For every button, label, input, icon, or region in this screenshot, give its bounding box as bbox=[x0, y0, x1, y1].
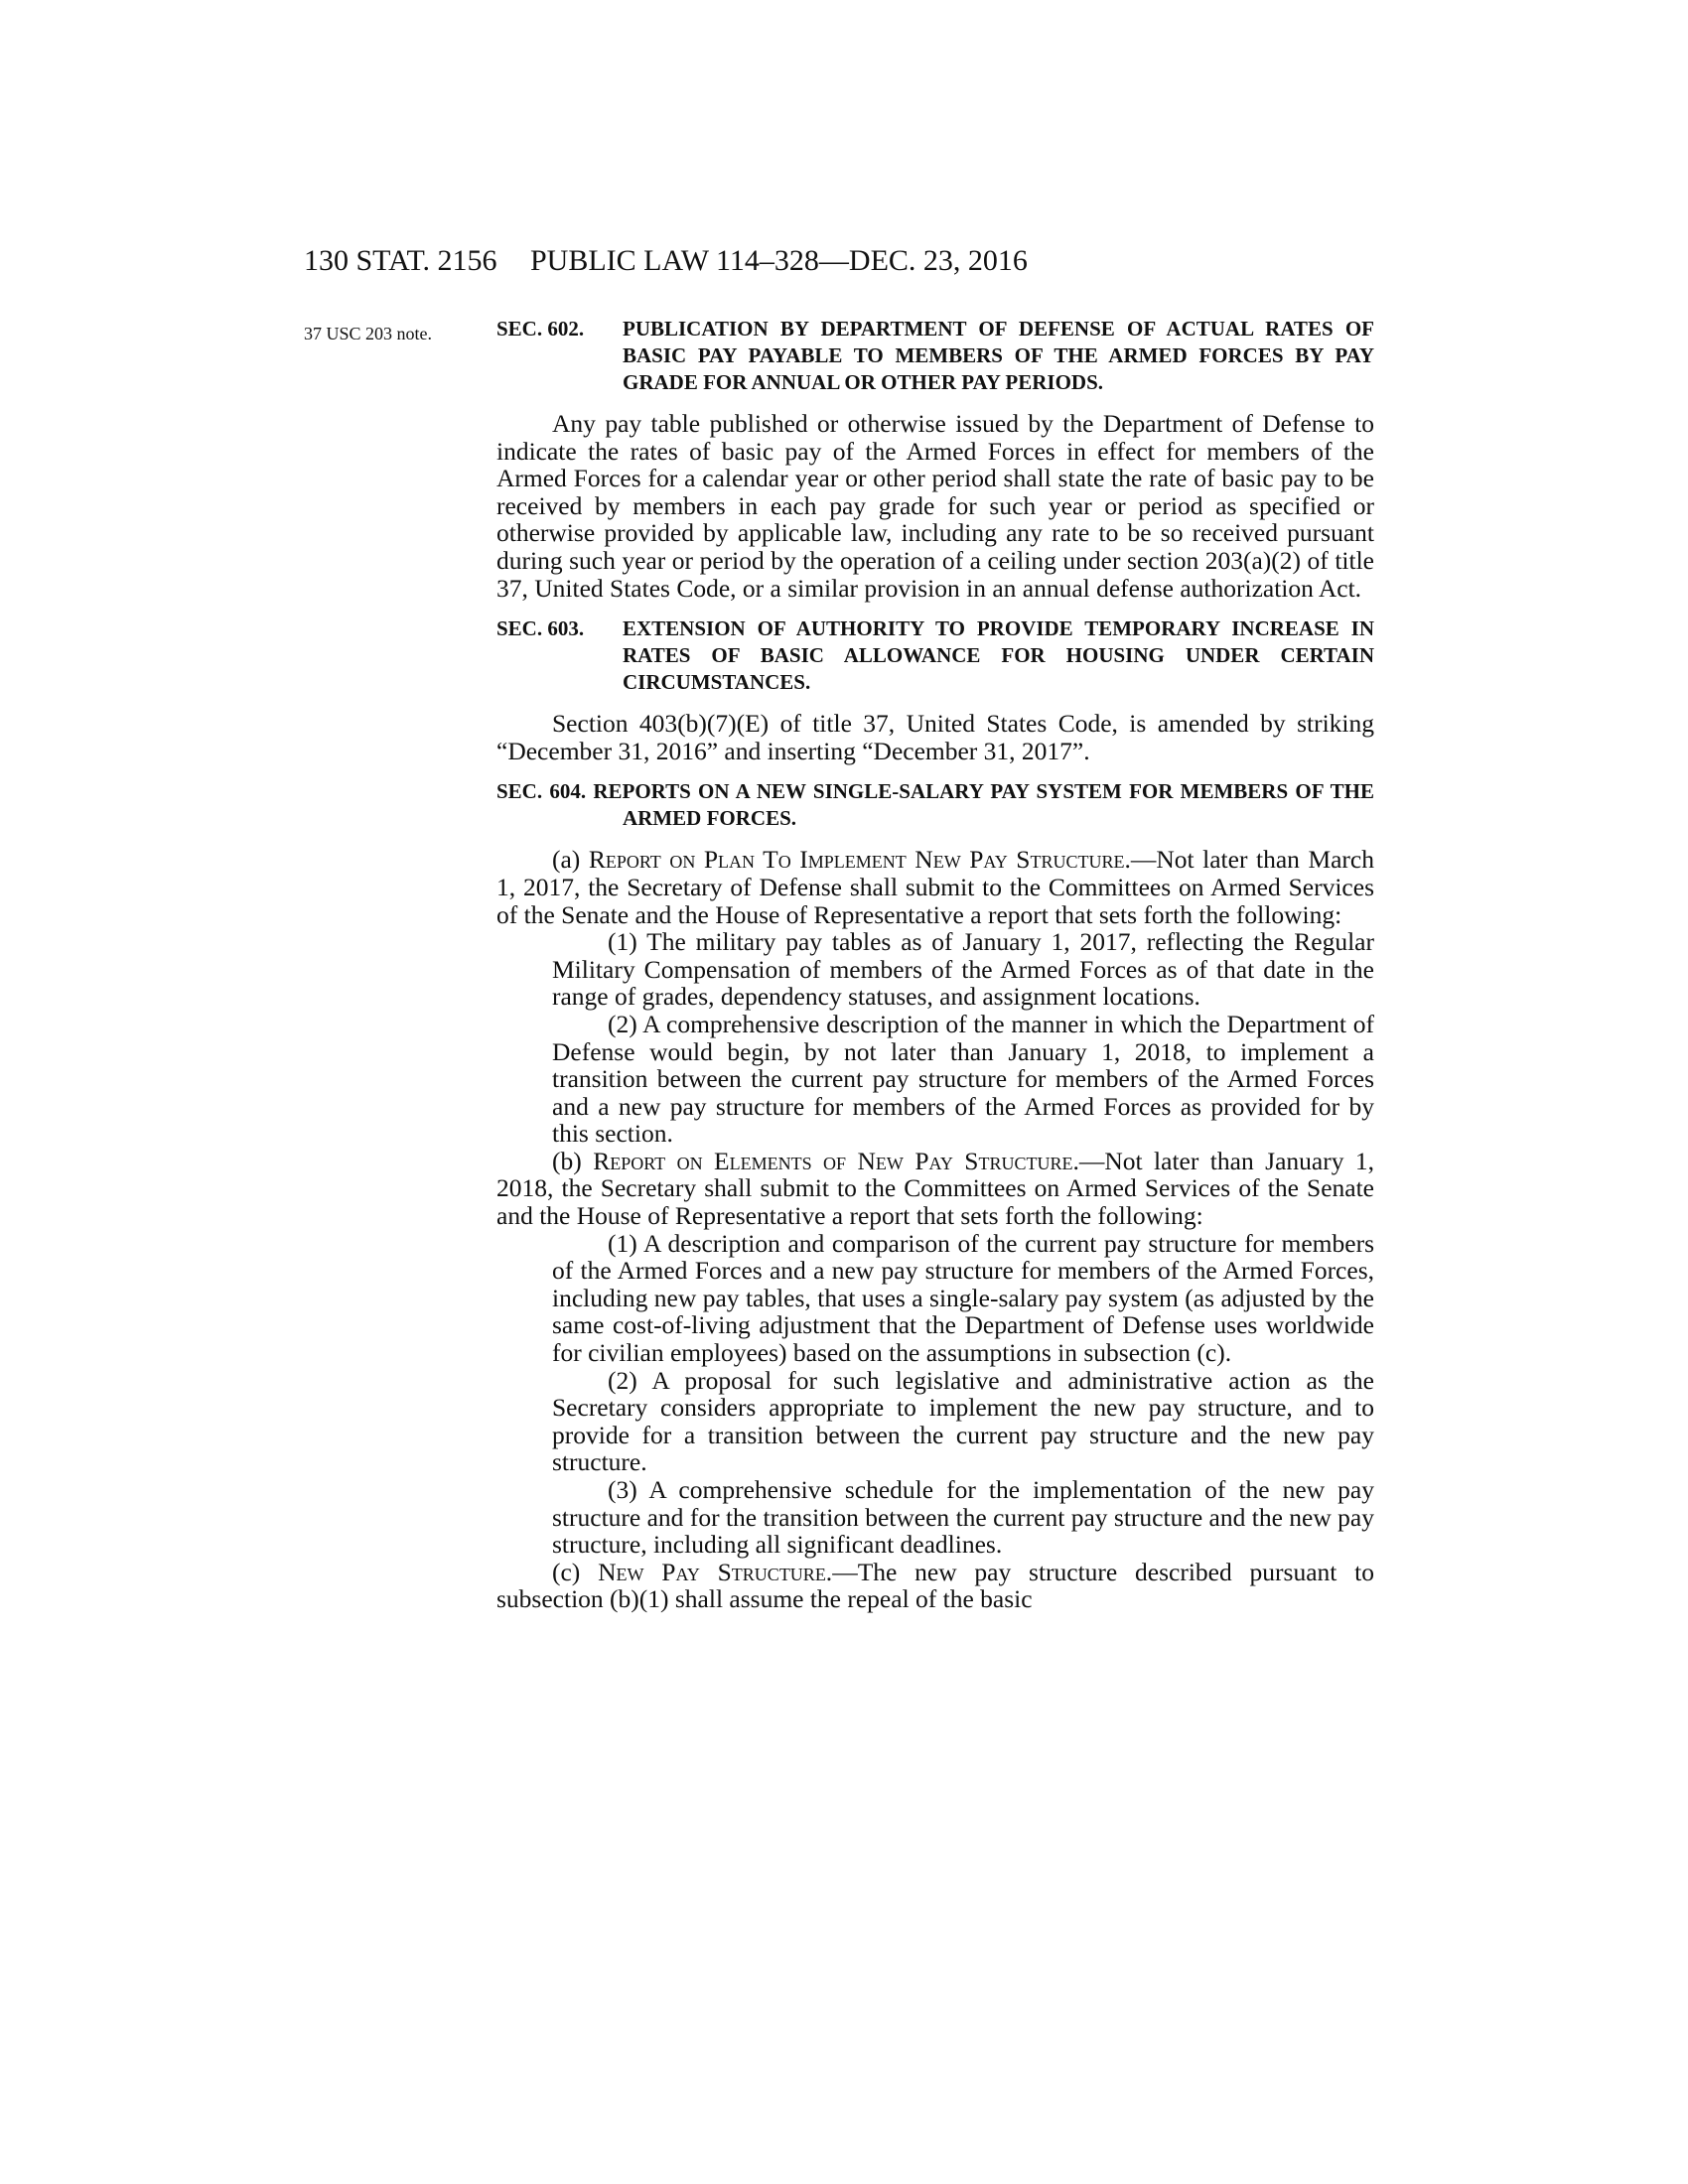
stat-citation: 130 STAT. 2156 bbox=[304, 244, 497, 277]
subsection-a-item-2: (2) A comprehensive description of the manner in which the Department of Defense would begin, by not later than January 1, 2018, to implement a transition between the current pay structure for members of the Armed Forces and a new pay structure for members of the Armed Forces as provided for by this section. bbox=[552, 1009, 1374, 1149]
sec-604-heading bbox=[496, 778, 1374, 832]
section-title: EXTENSION OF AUTHORITY TO PROVIDE TEMPORARY INCREASE IN RATES OF BASIC ALLOWANCE FOR HOUSING UNDER CERTAIN CIRCUMSTANCES. bbox=[623, 616, 1374, 695]
sec-603-text: Section 403(b)(7)(E) of title 37, United States Code, is amended by striking “December 31, 2016” and inserting “December 31, 2017”. bbox=[496, 709, 1374, 765]
subsection-heading: Report on Elements of New Pay Structure. bbox=[593, 1146, 1079, 1175]
subsection-a-item-1: (1) The military pay tables as of January 1, 2017, reflecting the Regular Military Compensation of members of the Armed Forces as of that date in the range of grades, dependency statuses, and assignment locations. bbox=[552, 927, 1374, 1012]
page-header bbox=[304, 244, 1221, 284]
section-title: REPORTS ON A NEW SINGLE-SALARY PAY SYSTEM FOR MEMBERS OF THE ARMED FORCES. bbox=[593, 779, 1374, 831]
subsection-b-item-3: (3) A comprehensive schedule for the implementation of the new pay structure and for the transition between the current pay structure and the new pay structure, including all significant deadlines. bbox=[552, 1475, 1374, 1560]
document-body bbox=[496, 316, 1374, 1613]
subsection-text: —Not later than March 1, 2017, the Secretary of Defense shall submit to the Committees on Armed Services of the Senate and the House of Representative a report that sets forth the following: bbox=[496, 845, 1374, 929]
subsection-a bbox=[496, 846, 1374, 928]
subsection-b-item-2: (2) A proposal for such legislative and administrative action as the Secretary considers appropriate to implement the new pay structure, and to provide for a transition between the current pay structure and the new pay structure. bbox=[552, 1365, 1374, 1477]
subsection-heading: Report on Plan To Implement New Pay Structure. bbox=[588, 845, 1131, 875]
section-title: PUBLICATION BY DEPARTMENT OF DEFENSE OF ACTUAL RATES OF BASIC PAY PAYABLE TO MEMBERS OF THE ARMED FORCES BY PAY GRADE FOR ANNUAL OR OTHER PAY PERIODS. bbox=[623, 317, 1374, 394]
subsection-b bbox=[496, 1148, 1374, 1230]
sec-603-heading bbox=[496, 615, 1374, 696]
subsection-b-item-1: (1) A description and comparison of the current pay structure for members of the Armed Forces and a new pay structure for members of the Armed Forces, including new pay tables, that uses a single-salary pay system (as adjusted by the same cost-of-living adjustment that the Department of Defense uses worldwide for civilian employees) based on the assumptions in subsection (c). bbox=[552, 1228, 1374, 1368]
subsection-label: (b) bbox=[552, 1146, 594, 1175]
section-number: SEC. 604. bbox=[496, 779, 594, 804]
subsection-label: (a) bbox=[552, 845, 589, 875]
sec-602-text: Any pay table published or otherwise issued by the Department of Defense to indicate the rates of basic pay of the Armed Forces in effect for members of the Armed Forces for a calendar year or other period shall state the rate of basic pay to be received by members in each pay grade for such year or period as specified or otherwise provided by applicable law, including any rate to be so received pursuant during such year or period by the operation of a ceiling under section 203(a)(2) of title 37, United States Code, or a similar provision in an annual defense authorization Act. bbox=[496, 409, 1374, 603]
sec-602-heading bbox=[496, 316, 1374, 396]
margin-note: 37 USC 203 note. bbox=[304, 324, 433, 343]
law-title: PUBLIC LAW 114–328—DEC. 23, 2016 bbox=[530, 244, 1028, 277]
subsection-heading: New Pay Structure. bbox=[598, 1557, 833, 1586]
section-number: SEC. 602. bbox=[496, 317, 585, 341]
subsection-text: —The new pay structure described pursuant to subsection (b)(1) shall assume the repeal of the basic bbox=[496, 1557, 1374, 1614]
subsection-label: (c) bbox=[552, 1557, 599, 1586]
subsection-c bbox=[496, 1559, 1374, 1613]
subsection-text: —Not later than January 1, 2018, the Secretary shall submit to the Committees on Armed Services of the Senate and the House of Representative a report that sets forth the following: bbox=[496, 1146, 1375, 1231]
section-number: SEC. 603. bbox=[496, 616, 585, 641]
